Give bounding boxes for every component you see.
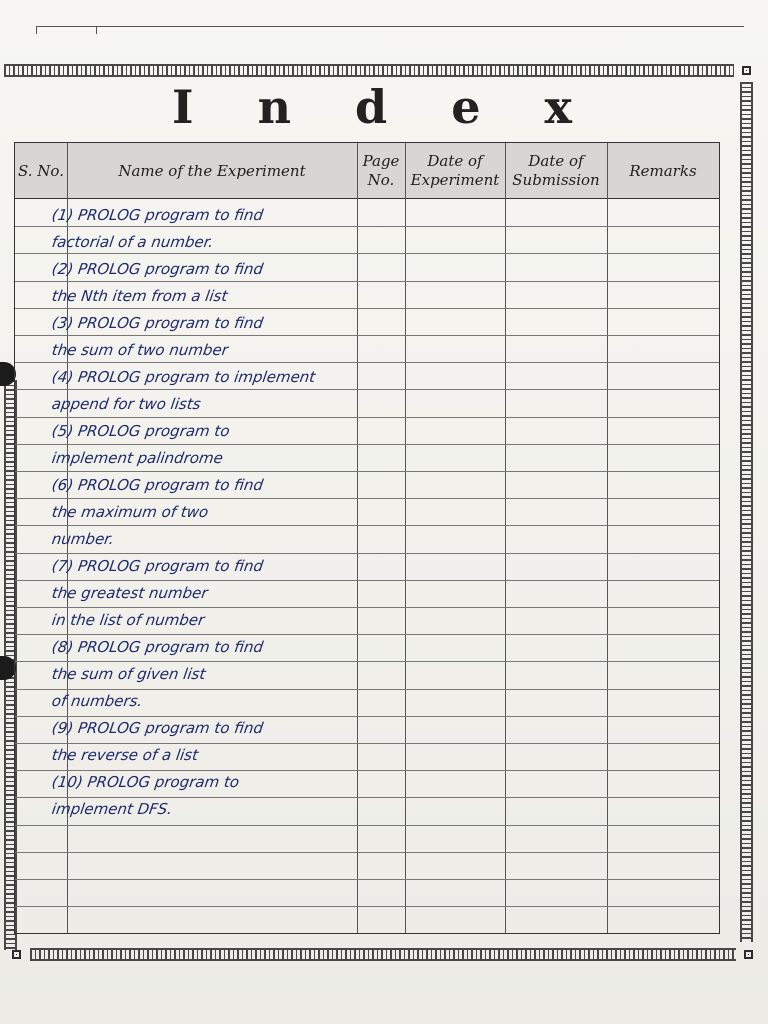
table-row-line (15, 580, 719, 581)
col-remarks: Remarks (629, 161, 697, 180)
table-row-line (15, 362, 719, 363)
list-item: the sum of given list (50, 665, 207, 683)
table-row-line (15, 661, 719, 662)
list-item: in the list of number (50, 611, 206, 629)
list-item: append for two lists (50, 395, 202, 413)
col-sno: S. No. (18, 161, 64, 180)
list-item: (6) PROLOG program to find (50, 476, 265, 494)
list-item: (5) PROLOG program to (50, 422, 231, 440)
table-row-line (15, 607, 719, 608)
column-divider (405, 143, 406, 933)
col-page: Page No. (362, 152, 400, 189)
table-row-line (15, 444, 719, 445)
list-item: implement palindrome (50, 449, 225, 467)
top-tick (96, 26, 97, 34)
table-row-line (15, 553, 719, 554)
table-row-line (15, 308, 719, 309)
top-tick (36, 26, 37, 34)
list-item: (7) PROLOG program to find (50, 557, 265, 575)
table-row-line (15, 716, 719, 717)
list-item: of numbers. (50, 692, 144, 710)
top-rule (36, 26, 744, 27)
list-item: (9) PROLOG program to find (50, 719, 265, 737)
list-item: implement DFS. (50, 800, 174, 818)
list-item: (4) PROLOG program to implement (50, 368, 317, 386)
right-chain-border (740, 82, 753, 942)
corner-ornament (744, 950, 753, 959)
col-date-submission: Date of Submission (512, 152, 600, 189)
col-name: Name of the Experiment (118, 161, 306, 180)
table-row-line (15, 797, 719, 798)
table-row-line (15, 498, 719, 499)
list-item: the maximum of two (50, 503, 210, 521)
col-date-experiment: Date of Experiment (410, 152, 500, 189)
corner-ornament (12, 950, 21, 959)
list-item: (10) PROLOG program to (50, 773, 241, 791)
table-row-line (15, 335, 719, 336)
top-chain-border (4, 64, 734, 77)
bottom-chain-border (30, 948, 736, 961)
table-row-line (15, 389, 719, 390)
table-row-line (15, 770, 719, 771)
table-row-line (15, 743, 719, 744)
table-row-line (15, 525, 719, 526)
column-divider (505, 143, 506, 933)
corner-ornament (742, 66, 751, 75)
table-header (15, 143, 719, 199)
table-row-line (15, 471, 719, 472)
list-item: (8) PROLOG program to find (50, 638, 265, 656)
table-row-line (15, 879, 719, 880)
list-item: (3) PROLOG program to find (50, 314, 265, 332)
list-item: factorial of a number. (50, 233, 215, 251)
list-item: the greatest number (50, 584, 209, 602)
table-row-line (15, 253, 719, 254)
list-item: (2) PROLOG program to find (50, 260, 265, 278)
column-divider (607, 143, 608, 933)
table-row-line (15, 417, 719, 418)
list-item: number. (50, 530, 116, 548)
list-item: the sum of two number (50, 341, 230, 359)
list-item: the Nth item from a list (50, 287, 229, 305)
list-item: (1) PROLOG program to find (50, 206, 265, 224)
table-row-line (15, 852, 719, 853)
table-row-line (15, 689, 719, 690)
list-item: the reverse of a list (50, 746, 200, 764)
table-row-line (15, 281, 719, 282)
table-row-line (15, 825, 719, 826)
page-title: I n d e x (172, 80, 596, 134)
table-row-line (15, 226, 719, 227)
table-row-line (15, 906, 719, 907)
table-row-line (15, 634, 719, 635)
